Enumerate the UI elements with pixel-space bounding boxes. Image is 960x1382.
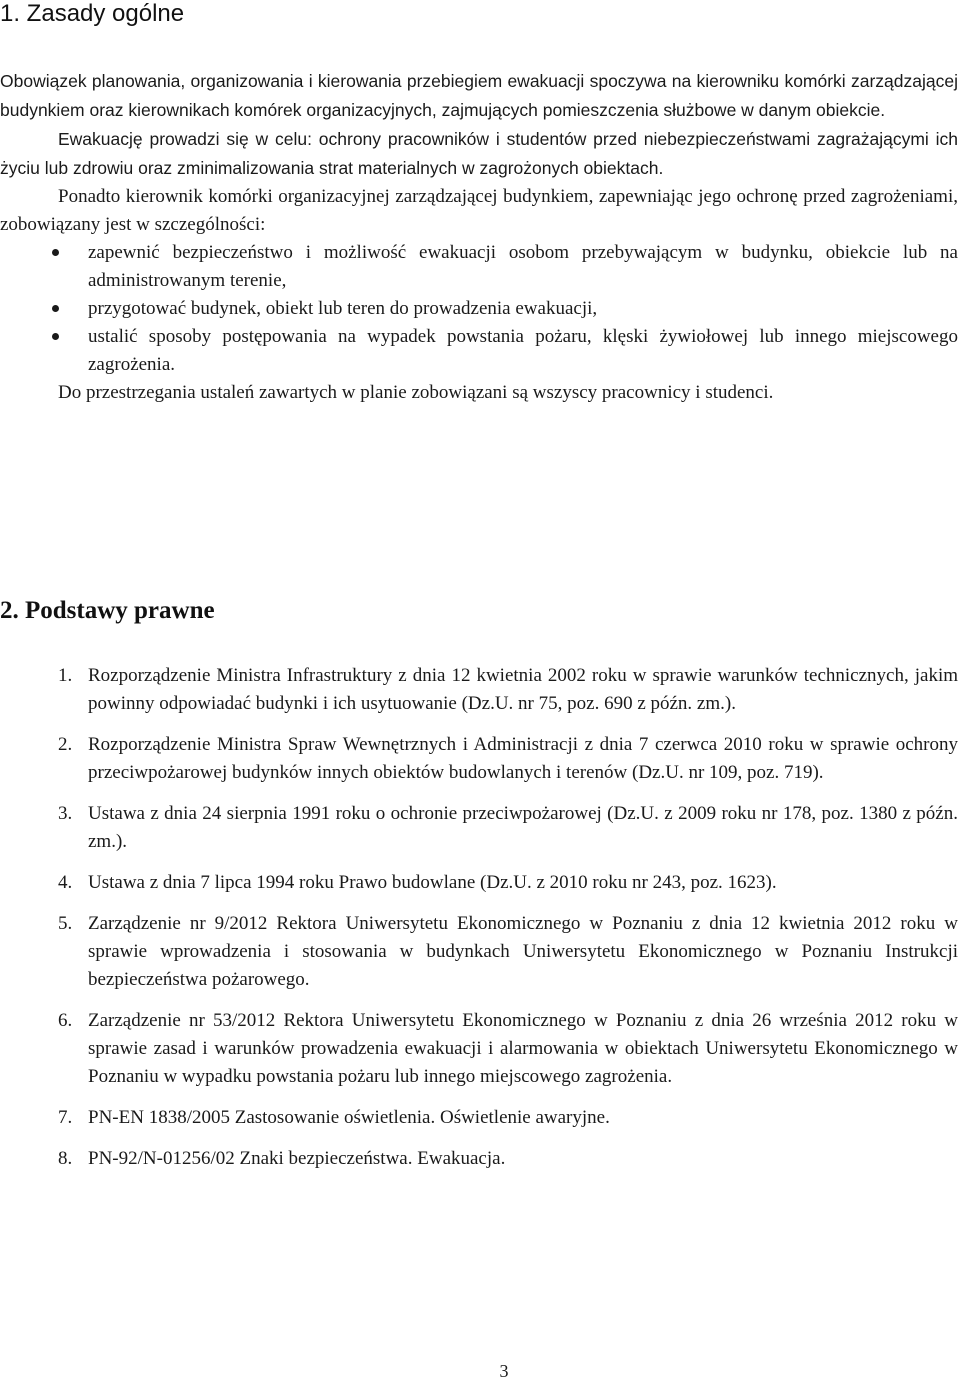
list-item-number: 1. (58, 665, 73, 686)
list-item (0, 239, 958, 295)
list-item (0, 323, 958, 379)
duties-list (0, 239, 958, 379)
list-item (0, 1007, 958, 1091)
list-item (0, 1145, 958, 1173)
list-item-text: Ustawa z dnia 24 sierpnia 1991 roku o ochronie przeciwpożarowej (Dz.U. z 2009 roku nr 178, poz. 1380 z późn. zm.). (88, 803, 958, 852)
paragraph-obligation: Do przestrzegania ustaleń zawartych w planie zobowiązani są wszyscy pracownicy i studenci. (58, 382, 774, 403)
section-1-heading: 1. Zasady ogólne (0, 0, 185, 27)
list-item (0, 910, 958, 994)
list-item-text: Zarządzenie nr 9/2012 Rektora Uniwersytetu Ekonomicznego w Poznaniu z dnia 12 kwietnia 2012 roku w sprawie wprowadzenia i stosowania w budynkach Uniwersytetu Ekonomicznego w Poznaniu Instrukcji bezpieczeństwa pożarowego. (88, 913, 958, 990)
list-item-number: 5. (58, 913, 73, 934)
list-item-text: PN-92/N-01256/02 Znaki bezpieczeństwa. Ewakuacja. (88, 1148, 506, 1169)
page-number: 3 (499, 1361, 509, 1381)
list-item-text: ustalić sposoby postępowania na wypadek powstania pożaru, klęski żywiołowej lub innego miejscowego zagrożenia. (88, 326, 958, 375)
list-item-number: 4. (58, 872, 73, 893)
list-item-number: 6. (58, 1010, 73, 1031)
list-item (0, 869, 958, 897)
bullet-icon (52, 333, 59, 340)
list-item (0, 295, 958, 323)
legal-basis-list (0, 662, 958, 1186)
paragraph-responsibility (0, 67, 958, 125)
paragraph-responsibility-text: Obowiązek planowania, organizowania i kierowania przebiegiem ewakuacji spoczywa na kierowniku komórki zarządzającej budynkiem oraz kierownikach komórek organizacyjnych, zajmujących pomieszczenia służbowe w danym obiekcie. (0, 71, 958, 120)
bullet-icon (52, 249, 59, 256)
list-item (0, 731, 958, 787)
list-item-number: 3. (58, 803, 73, 824)
list-item-text: Rozporządzenie Ministra Spraw Wewnętrznych i Administracji z dnia 7 czerwca 2010 roku w sprawie ochrony przeciwpożarowej budynków innych obiektów budowlanych i terenów (Dz.U. nr 109, poz. 719). (88, 734, 958, 783)
section-2-heading: 2. Podstawy prawne (0, 597, 215, 624)
list-item-text: Rozporządzenie Ministra Infrastruktury z dnia 12 kwietnia 2002 roku w sprawie warunków technicznych, jakim powinny odpowiadać budynki i ich usytuowanie (Dz.U. nr 75, poz. 690 z późn. zm.). (88, 665, 958, 714)
paragraph-evacuation-purpose-text: Ewakuację prowadzi się w celu: ochrony pracowników i studentów przed niebezpieczeństwami zagrażającymi ich życiu lub zdrowiu oraz zminimalizowania strat materialnych w zagrożonych obiektach. (0, 129, 958, 178)
list-item (0, 1104, 958, 1132)
list-item-text: przygotować budynek, obiekt lub teren do prowadzenia ewakuacji, (88, 298, 598, 319)
list-item-text: Zarządzenie nr 53/2012 Rektora Uniwersytetu Ekonomicznego w Poznaniu z dnia 26 września 2012 roku w sprawie zasad i warunków prowadzenia ewakuacji i alarmowania w obiektach Uniwersytetu Ekonomicznego w Poznaniu w wypadku powstania pożaru lub innego miejscowego zagrożenia. (88, 1010, 958, 1087)
list-item-text: zapewnić bezpieczeństwo i możliwość ewakuacji osobom przebywającym w budynku, obiekcie lub na administrowanym terenie, (88, 242, 958, 291)
list-item-text: PN-EN 1838/2005 Zastosowanie oświetlenia. Oświetlenie awaryjne. (88, 1107, 610, 1128)
list-item (0, 662, 958, 718)
section-1-body (0, 67, 958, 407)
paragraph-evacuation-purpose (0, 125, 958, 183)
list-item (0, 800, 958, 856)
list-item-number: 8. (58, 1148, 73, 1169)
paragraph-manager-duties: Ponadto kierownik komórki organizacyjnej zarządzającej budynkiem, zapewniając jego ochronę przed zagrożeniami, zobowiązany jest w szczególności: (0, 186, 958, 235)
list-item-number: 7. (58, 1107, 73, 1128)
list-item-text: Ustawa z dnia 7 lipca 1994 roku Prawo budowlane (Dz.U. z 2010 roku nr 243, poz. 1623). (88, 872, 777, 893)
bullet-icon (52, 305, 59, 312)
list-item-number: 2. (58, 734, 73, 755)
